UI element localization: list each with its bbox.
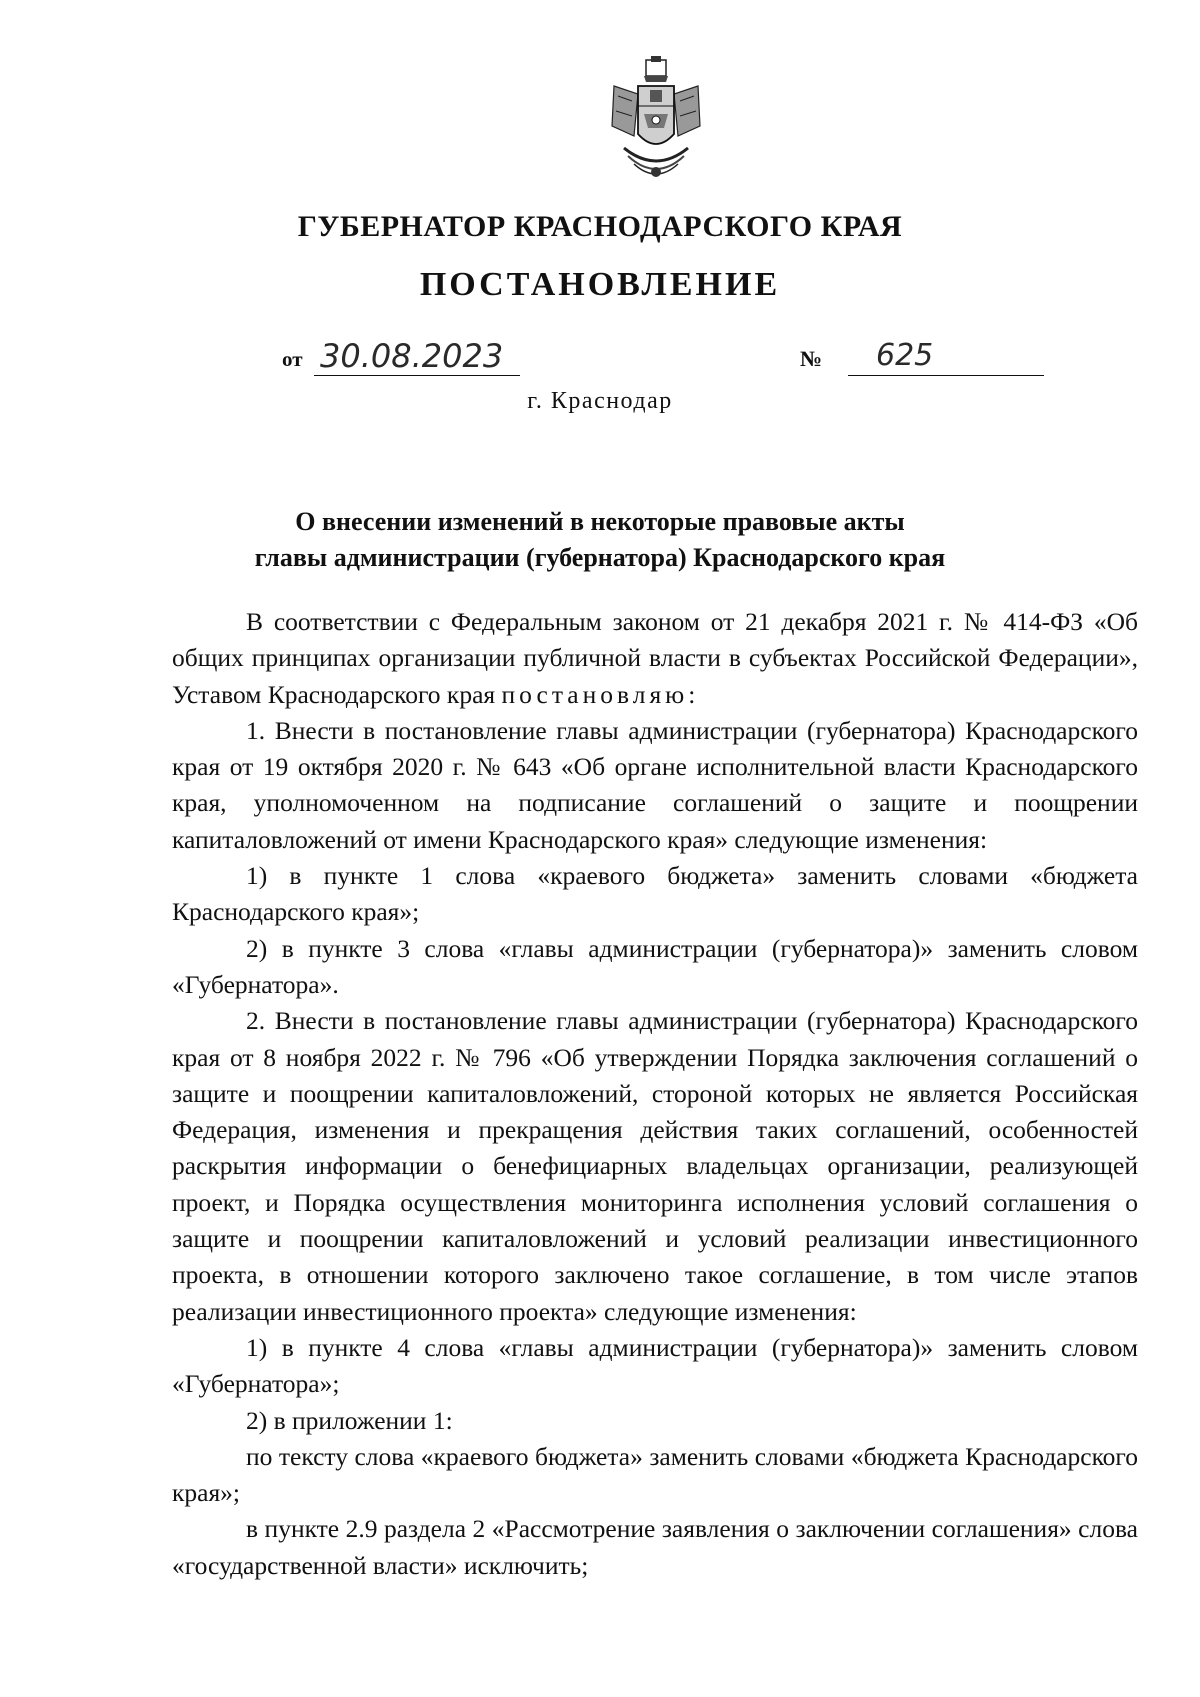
number-value-handwritten: 625	[848, 337, 1044, 376]
paragraph-item-2-2-a: по тексту слова «краевого бюджета» заменить словами «бюджета Краснодарского края»;	[172, 1441, 1138, 1508]
paragraph-item-1-1: 1) в пункте 1 слова «краевого бюджета» заменить словами «бюджета Краснодарского края»;	[172, 861, 1138, 927]
paragraph-item-1-2: 2) в пункте 3 слова «главы администрации (губернатора)» заменить словом «Губернатора».	[172, 933, 1138, 999]
decree-word: постановляю:	[501, 679, 700, 709]
paragraph-item-2-2-b: в пункте 2.9 раздела 2 «Рассмотрение заявления о заключении соглашения» слова «государственной власти» исключить;	[172, 1514, 1138, 1580]
paragraph-item-1: 1. Внести в постановление главы администрации (губернатора) Краснодарского края от 19 октября 2020 г. № 643 «Об органе исполнительной власти Краснодарского края, уполномоченном на подписание соглашений о защите и поощрении капиталовложений от имени Краснодарского края» следующие изменения:	[172, 715, 1138, 854]
date-label: от	[282, 347, 303, 371]
date-value-handwritten: 30.08.2023	[314, 337, 520, 376]
preamble-text: В соответствии с Федеральным законом от 21 декабря 2021 г. № 414-ФЗ «Об общих принципах организации публичной власти в субъектах Российской Федерации», Уставом Краснодарского края	[172, 607, 1138, 709]
document-type: ПОСТАНОВЛЕНИЕ	[419, 266, 781, 303]
document-title	[0, 504, 1200, 576]
document-body	[172, 604, 1138, 1584]
paragraph-item-2-1: 1) в пункте 4 слова «главы администрации (губернатора)» заменить словом «Губернатора»;	[172, 1332, 1138, 1399]
title-line-2: главы администрации (губернатора) Краснодарского края	[254, 543, 946, 572]
issuing-authority: ГУБЕРНАТОР КРАСНОДАРСКОГО КРАЯ	[297, 210, 903, 243]
paragraph-item-2-2: 2) в приложении 1:	[246, 1405, 453, 1435]
paragraph-item-2: 2. Внести в постановление главы администрации (губернатора) Краснодарского края от 8 ноября 2022 г. № 796 «Об утверждении Порядка заключения соглашений о защите и поощрении капиталовложений, стороной которых не является Российская Федерация, изменения и прекращения действия таких соглашений, особенностей раскрытия информации о бенефициарных владельцах организации, реализующей проект, и Порядка осуществления мониторинга исполнения условий соглашения о защите и поощрении капиталовложений и условий реализации инвестиционного проекта, в отношении которого заключено такое соглашение, в том числе этапов реализации инвестиционного проекта» следующие изменения:	[172, 1006, 1138, 1326]
krasnodar-coat-of-arms-emblem	[604, 56, 708, 188]
city: г. Краснодар	[527, 388, 673, 414]
number-label: №	[800, 346, 823, 371]
preamble-paragraph	[172, 604, 1138, 713]
title-line-1: О внесении изменений в некоторые правовые акты	[295, 507, 905, 536]
